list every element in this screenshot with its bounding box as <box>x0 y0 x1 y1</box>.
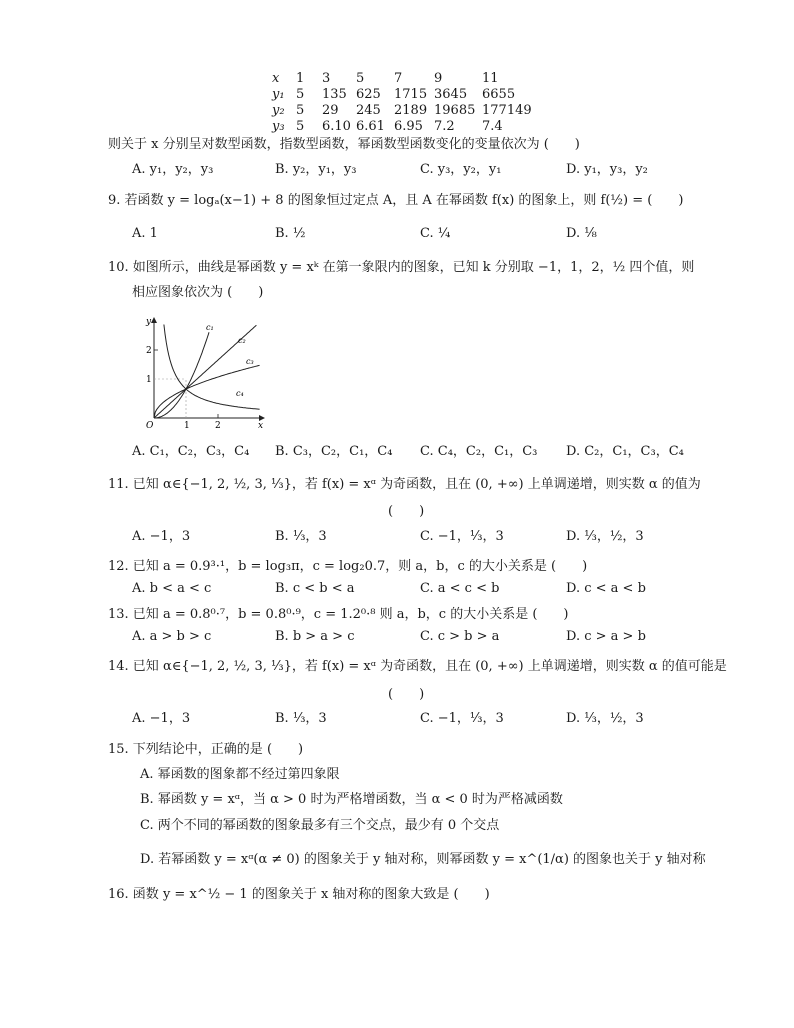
q15-stem: 15. 下列结论中，正确的是 ( ) <box>108 742 304 757</box>
table-row <box>272 86 532 102</box>
table-cell: 7.4 <box>482 118 503 134</box>
q12-option-c[interactable]: C. a < c < b <box>420 581 500 596</box>
y-tick-2: 2 <box>146 346 152 356</box>
q11-stem: 11. 已知 α∈{−1, 2, ½, 3, ⅓}，若 f(x) = xᵅ 为奇函数，且在 (0, +∞) 上单调递增，则实数 α 的值为 <box>108 477 701 492</box>
curve-label-c3: c₃ <box>246 357 254 366</box>
q10-option-b[interactable]: B. C₃，C₂，C₁，C₄ <box>275 444 393 459</box>
q14-blank: ( ) <box>388 687 425 702</box>
q12-option-a[interactable]: A. b < a < c <box>132 581 212 596</box>
row-label: y₃ <box>272 118 285 134</box>
q14-option-a[interactable]: A. −1，3 <box>132 711 191 726</box>
q13-stem: 13. 已知 a = 0.8⁰·⁷，b = 0.8⁰·⁹，c = 1.2⁰·⁸ 则 a，b，c 的大小关系是 ( ) <box>108 607 569 622</box>
q10-option-c[interactable]: C. C₄，C₂，C₁，C₃ <box>420 444 538 459</box>
q15-option-d[interactable]: D. 若幂函数 y = xᵅ(α ≠ 0) 的图象关于 y 轴对称，则幂函数 y = x^(1/α) 的图象也关于 y 轴对称 <box>140 852 706 867</box>
q11-blank: ( ) <box>388 504 425 519</box>
q15-option-b[interactable]: B. 幂函数 y = xᵅ，当 α > 0 时为严格增函数，当 α < 0 时为严格减函数 <box>140 792 563 807</box>
q13-option-a[interactable]: A. a > b > c <box>132 629 212 644</box>
data-table <box>272 70 532 134</box>
table-cell: 29 <box>322 102 339 118</box>
q11-option-c[interactable]: C. −1，⅓，3 <box>420 529 504 544</box>
row-label: y₂ <box>272 102 285 118</box>
table-cell: 6.61 <box>356 118 385 134</box>
table-cell: 5 <box>356 70 365 86</box>
table-cell: 9 <box>434 70 443 86</box>
x-tick-1: 1 <box>184 421 190 431</box>
origin-label: O <box>146 421 154 431</box>
y-tick-1: 1 <box>146 375 152 385</box>
q10-option-a[interactable]: A. C₁，C₂，C₃，C₄ <box>132 444 250 459</box>
row-label: y₁ <box>272 86 285 102</box>
table-cell: 245 <box>356 102 381 118</box>
row-label: x <box>272 70 280 86</box>
curve-label-c4: c₄ <box>236 389 244 398</box>
table-cell: 6.10 <box>322 118 351 134</box>
x-axis-label: x <box>258 421 264 431</box>
q9-option-a[interactable]: A. 1 <box>132 226 158 241</box>
q12-option-d[interactable]: D. c < a < b <box>566 581 646 596</box>
table-cell: 7.2 <box>434 118 455 134</box>
table-cell: 19685 <box>434 102 476 118</box>
q10-stem-line1: 10. 如图所示，曲线是幂函数 y = xᵏ 在第一象限内的图象，已知 k 分别取 −1，1，2，½ 四个值，则 <box>108 260 695 275</box>
q8-option-a[interactable]: A. y₁，y₂，y₃ <box>132 162 214 177</box>
table-row <box>272 118 532 134</box>
q9-option-d[interactable]: D. ⅛ <box>566 226 597 241</box>
q10-option-d[interactable]: D. C₂，C₁，C₃，C₄ <box>566 444 684 459</box>
q13-option-b[interactable]: B. b > a > c <box>275 629 355 644</box>
q9-stem: 9. 若函数 y = logₐ(x−1) + 8 的图象恒过定点 A，且 A 在幂函数 f(x) 的图象上，则 f(½) = ( ) <box>108 193 684 208</box>
q14-stem: 14. 已知 α∈{−1, 2, ½, 3, ⅓}，若 f(x) = xᵅ 为奇函数，且在 (0, +∞) 上单调递增，则实数 α 的值可能是 <box>108 659 727 674</box>
q12-stem: 12. 已知 a = 0.9³·¹，b = log₃π，c = log₂0.7，则 a，b，c 的大小关系是 ( ) <box>108 559 588 574</box>
q14-option-b[interactable]: B. ⅓，3 <box>275 711 327 726</box>
q8-option-d[interactable]: D. y₁，y₃，y₂ <box>566 162 648 177</box>
table-cell: 7 <box>394 70 403 86</box>
table-cell: 625 <box>356 86 381 102</box>
table-cell: 6655 <box>482 86 516 102</box>
q10-stem-line2: 相应图象依次为 ( ) <box>132 285 264 300</box>
curve-label-c1: c₁ <box>206 323 214 332</box>
q8-option-b[interactable]: B. y₂，y₁，y₃ <box>275 162 357 177</box>
table-cell: 11 <box>482 70 499 86</box>
q15-option-a[interactable]: A. 幂函数的图象都不经过第四象限 <box>140 767 340 782</box>
q12-option-b[interactable]: B. c < b < a <box>275 581 355 596</box>
table-cell: 1715 <box>394 86 428 102</box>
table-cell: 3645 <box>434 86 468 102</box>
table-cell: 177149 <box>482 102 532 118</box>
table-cell: 2189 <box>394 102 428 118</box>
table-row <box>272 102 532 118</box>
curve-c3 <box>154 365 260 418</box>
q8-stem: 则关于 x 分别呈对数型函数，指数型函数，幂函数型函数变化的变量依次为 ( ) <box>108 137 580 152</box>
q14-option-c[interactable]: C. −1，⅓，3 <box>420 711 504 726</box>
table-row <box>272 70 532 86</box>
q9-option-b[interactable]: B. ½ <box>275 226 306 241</box>
q13-option-c[interactable]: C. c > b > a <box>420 629 500 644</box>
table-cell: 5 <box>296 86 305 102</box>
table-cell: 1 <box>296 70 305 86</box>
q13-option-d[interactable]: D. c > a > b <box>566 629 646 644</box>
q8-option-c[interactable]: C. y₃，y₂，y₁ <box>420 162 502 177</box>
table-cell: 3 <box>322 70 331 86</box>
q16-stem: 16. 函数 y = x^½ − 1 的图象关于 x 轴对称的图象大致是 ( ) <box>108 887 490 902</box>
q11-option-d[interactable]: D. ⅓，½，3 <box>566 529 644 544</box>
curve-label-c2: c₂ <box>238 336 246 345</box>
table-cell: 5 <box>296 102 305 118</box>
table-cell: 6.95 <box>394 118 423 134</box>
x-tick-2: 2 <box>215 421 221 431</box>
y-axis-label: y <box>146 317 152 327</box>
q14-option-d[interactable]: D. ⅓，½，3 <box>566 711 644 726</box>
q11-option-a[interactable]: A. −1，3 <box>132 529 191 544</box>
table-cell: 135 <box>322 86 347 102</box>
q9-option-c[interactable]: C. ¼ <box>420 226 451 241</box>
table-cell: 5 <box>296 118 305 134</box>
q11-option-b[interactable]: B. ⅓，3 <box>275 529 327 544</box>
power-function-graph <box>138 312 273 432</box>
q15-option-c[interactable]: C. 两个不同的幂函数的图象最多有三个交点，最少有 0 个交点 <box>140 818 500 833</box>
